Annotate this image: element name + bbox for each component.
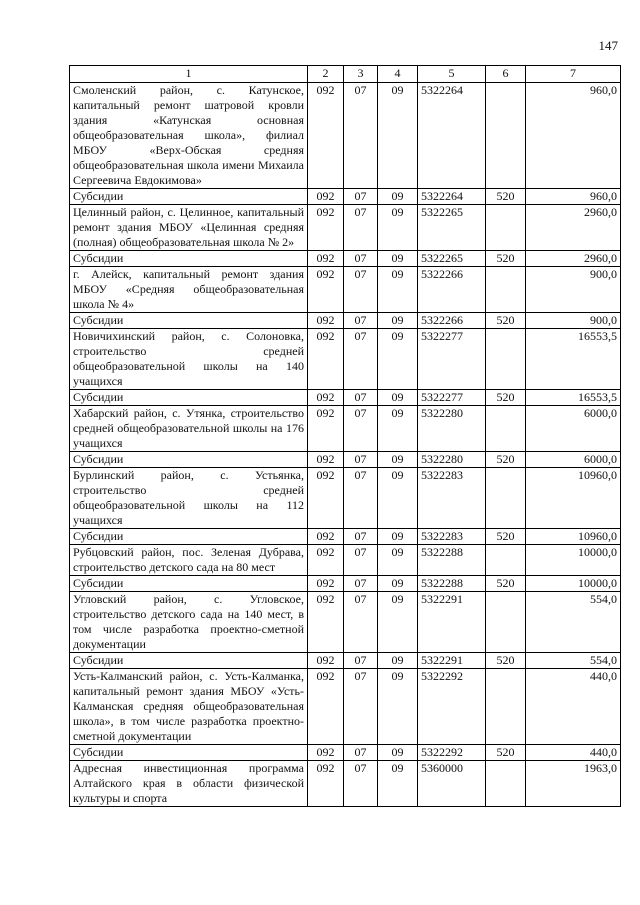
table-row — [70, 83, 621, 189]
cell-code-4: 09 — [378, 189, 418, 205]
column-header-2: 2 — [308, 66, 344, 83]
cell-code-5: 5322277 — [418, 329, 486, 390]
cell-name: Целинный район, с. Целинное, капитальный ремонт здания МБОУ «Целинная средняя (полная) общеобразовательная школа № 2» — [70, 205, 308, 251]
cell-code-5: 5322277 — [418, 390, 486, 406]
cell-amount: 554,0 — [526, 653, 621, 669]
budget-table — [69, 65, 621, 807]
cell-code-2: 092 — [308, 83, 344, 189]
cell-code-4: 09 — [378, 529, 418, 545]
cell-code-4: 09 — [378, 313, 418, 329]
cell-code-5: 5322283 — [418, 529, 486, 545]
cell-code-2: 092 — [308, 313, 344, 329]
cell-amount: 10960,0 — [526, 529, 621, 545]
table-row — [70, 251, 621, 267]
cell-name: Субсидии — [70, 390, 308, 406]
cell-amount: 6000,0 — [526, 406, 621, 452]
cell-amount: 900,0 — [526, 313, 621, 329]
cell-code-2: 092 — [308, 390, 344, 406]
cell-code-4: 09 — [378, 592, 418, 653]
cell-code-3: 07 — [344, 205, 378, 251]
cell-code-4: 09 — [378, 205, 418, 251]
table-row — [70, 529, 621, 545]
cell-code-2: 092 — [308, 329, 344, 390]
cell-code-3: 07 — [344, 576, 378, 592]
cell-code-4: 09 — [378, 761, 418, 807]
cell-code-6: 520 — [486, 529, 526, 545]
cell-code-3: 07 — [344, 452, 378, 468]
cell-code-2: 092 — [308, 406, 344, 452]
cell-amount: 440,0 — [526, 669, 621, 745]
cell-code-5: 5322264 — [418, 189, 486, 205]
table-row — [70, 653, 621, 669]
cell-code-5: 5322288 — [418, 545, 486, 576]
cell-code-3: 07 — [344, 761, 378, 807]
table-row — [70, 745, 621, 761]
cell-code-3: 07 — [344, 545, 378, 576]
cell-code-2: 092 — [308, 452, 344, 468]
cell-code-4: 09 — [378, 576, 418, 592]
cell-code-5: 5322292 — [418, 669, 486, 745]
table-row — [70, 468, 621, 529]
table-body — [70, 83, 621, 807]
cell-code-2: 092 — [308, 205, 344, 251]
cell-name: Субсидии — [70, 189, 308, 205]
cell-code-4: 09 — [378, 468, 418, 529]
page-number: 147 — [598, 38, 618, 53]
cell-code-6: 520 — [486, 313, 526, 329]
cell-code-5: 5322288 — [418, 576, 486, 592]
column-header-5: 5 — [418, 66, 486, 83]
cell-code-6 — [486, 545, 526, 576]
cell-name: Адресная инвестиционная программа Алтайского края в области физической культуры и спорта — [70, 761, 308, 807]
table-row — [70, 267, 621, 313]
cell-code-3: 07 — [344, 468, 378, 529]
table-row — [70, 669, 621, 745]
cell-code-6: 520 — [486, 576, 526, 592]
cell-amount: 440,0 — [526, 745, 621, 761]
cell-name: г. Алейск, капитальный ремонт здания МБОУ «Средняя общеобразовательная школа № 4» — [70, 267, 308, 313]
cell-name: Новичихинский район, с. Солоновка, строительство средней общеобразовательной школы на 140 учащихся — [70, 329, 308, 390]
cell-amount: 10960,0 — [526, 468, 621, 529]
cell-code-3: 07 — [344, 83, 378, 189]
cell-code-5: 5322265 — [418, 251, 486, 267]
cell-code-5: 5322280 — [418, 452, 486, 468]
cell-code-3: 07 — [344, 406, 378, 452]
table-row — [70, 545, 621, 576]
cell-code-6 — [486, 329, 526, 390]
cell-code-2: 092 — [308, 745, 344, 761]
cell-code-2: 092 — [308, 251, 344, 267]
cell-code-4: 09 — [378, 390, 418, 406]
cell-code-4: 09 — [378, 83, 418, 189]
cell-amount: 10000,0 — [526, 545, 621, 576]
cell-code-3: 07 — [344, 313, 378, 329]
cell-name: Субсидии — [70, 529, 308, 545]
cell-code-4: 09 — [378, 545, 418, 576]
cell-code-3: 07 — [344, 267, 378, 313]
column-header-1: 1 — [70, 66, 308, 83]
cell-code-3: 07 — [344, 189, 378, 205]
column-header-4: 4 — [378, 66, 418, 83]
cell-amount: 2960,0 — [526, 251, 621, 267]
cell-name: Хабарский район, с. Утянка, строительство средней общеобразовательной школы на 176 учащихся — [70, 406, 308, 452]
cell-code-2: 092 — [308, 653, 344, 669]
cell-code-4: 09 — [378, 251, 418, 267]
cell-amount: 1963,0 — [526, 761, 621, 807]
cell-code-6: 520 — [486, 251, 526, 267]
cell-code-3: 07 — [344, 669, 378, 745]
cell-amount: 2960,0 — [526, 205, 621, 251]
cell-code-6 — [486, 267, 526, 313]
cell-name: Субсидии — [70, 745, 308, 761]
cell-code-6 — [486, 592, 526, 653]
table-row — [70, 313, 621, 329]
cell-code-6: 520 — [486, 452, 526, 468]
cell-code-5: 5322291 — [418, 592, 486, 653]
cell-name: Усть-Калманский район, с. Усть-Калманка, капитальный ремонт здания МБОУ «Усть-Калманская средняя общеобразовательная школа», в том числе разработка проектно-сметной документации — [70, 669, 308, 745]
cell-code-2: 092 — [308, 529, 344, 545]
table-row — [70, 390, 621, 406]
table-row — [70, 329, 621, 390]
cell-amount: 554,0 — [526, 592, 621, 653]
cell-code-6: 520 — [486, 653, 526, 669]
cell-code-5: 5322283 — [418, 468, 486, 529]
cell-code-5: 5322292 — [418, 745, 486, 761]
cell-code-4: 09 — [378, 329, 418, 390]
cell-code-6: 520 — [486, 189, 526, 205]
column-header-3: 3 — [344, 66, 378, 83]
cell-amount: 16553,5 — [526, 329, 621, 390]
cell-code-5: 5322280 — [418, 406, 486, 452]
cell-code-2: 092 — [308, 761, 344, 807]
cell-code-5: 5360000 — [418, 761, 486, 807]
cell-code-2: 092 — [308, 545, 344, 576]
cell-code-6 — [486, 669, 526, 745]
cell-name: Субсидии — [70, 653, 308, 669]
cell-code-2: 092 — [308, 468, 344, 529]
cell-code-2: 092 — [308, 576, 344, 592]
table-row — [70, 452, 621, 468]
table-header-row — [70, 66, 621, 83]
cell-code-3: 07 — [344, 251, 378, 267]
cell-code-6 — [486, 761, 526, 807]
column-header-6: 6 — [486, 66, 526, 83]
cell-code-6 — [486, 205, 526, 251]
cell-amount: 10000,0 — [526, 576, 621, 592]
table-row — [70, 592, 621, 653]
cell-code-2: 092 — [308, 189, 344, 205]
cell-code-6 — [486, 406, 526, 452]
cell-code-5: 5322266 — [418, 267, 486, 313]
cell-code-3: 07 — [344, 653, 378, 669]
cell-name: Рубцовский район, пос. Зеленая Дубрава, строительство детского сада на 80 мест — [70, 545, 308, 576]
cell-code-6: 520 — [486, 745, 526, 761]
cell-name: Субсидии — [70, 452, 308, 468]
cell-code-4: 09 — [378, 669, 418, 745]
cell-name: Бурлинский район, с. Устьянка, строительство средней общеобразовательной школы на 112 учащихся — [70, 468, 308, 529]
cell-code-5: 5322291 — [418, 653, 486, 669]
cell-code-4: 09 — [378, 653, 418, 669]
cell-code-2: 092 — [308, 669, 344, 745]
cell-amount: 6000,0 — [526, 452, 621, 468]
cell-code-4: 09 — [378, 745, 418, 761]
cell-code-3: 07 — [344, 745, 378, 761]
cell-amount: 960,0 — [526, 189, 621, 205]
cell-code-2: 092 — [308, 592, 344, 653]
cell-code-5: 5322265 — [418, 205, 486, 251]
cell-code-3: 07 — [344, 592, 378, 653]
cell-name: Субсидии — [70, 313, 308, 329]
table-row — [70, 576, 621, 592]
cell-code-6 — [486, 83, 526, 189]
cell-code-5: 5322264 — [418, 83, 486, 189]
cell-code-2: 092 — [308, 267, 344, 313]
column-header-7: 7 — [526, 66, 621, 83]
cell-amount: 16553,5 — [526, 390, 621, 406]
cell-amount: 900,0 — [526, 267, 621, 313]
cell-code-4: 09 — [378, 406, 418, 452]
cell-name: Угловский район, с. Угловское, строительство детского сада на 140 мест, в том числе разработка проектно-сметной документации — [70, 592, 308, 653]
cell-name: Субсидии — [70, 576, 308, 592]
table-row — [70, 406, 621, 452]
cell-code-3: 07 — [344, 329, 378, 390]
cell-amount: 960,0 — [526, 83, 621, 189]
table-row — [70, 189, 621, 205]
cell-code-3: 07 — [344, 390, 378, 406]
cell-code-4: 09 — [378, 267, 418, 313]
table-row — [70, 205, 621, 251]
table-row — [70, 761, 621, 807]
cell-name: Субсидии — [70, 251, 308, 267]
cell-code-5: 5322266 — [418, 313, 486, 329]
cell-code-4: 09 — [378, 452, 418, 468]
cell-name: Смоленский район, с. Катунское, капитальный ремонт шатровой кровли здания «Катунская основная общеобразовательная школа», филиал МБОУ «Верх-Обская средняя общеобразовательная школа имени Михаила Сергеевича Евдокимова» — [70, 83, 308, 189]
cell-code-6: 520 — [486, 390, 526, 406]
cell-code-3: 07 — [344, 529, 378, 545]
cell-code-6 — [486, 468, 526, 529]
